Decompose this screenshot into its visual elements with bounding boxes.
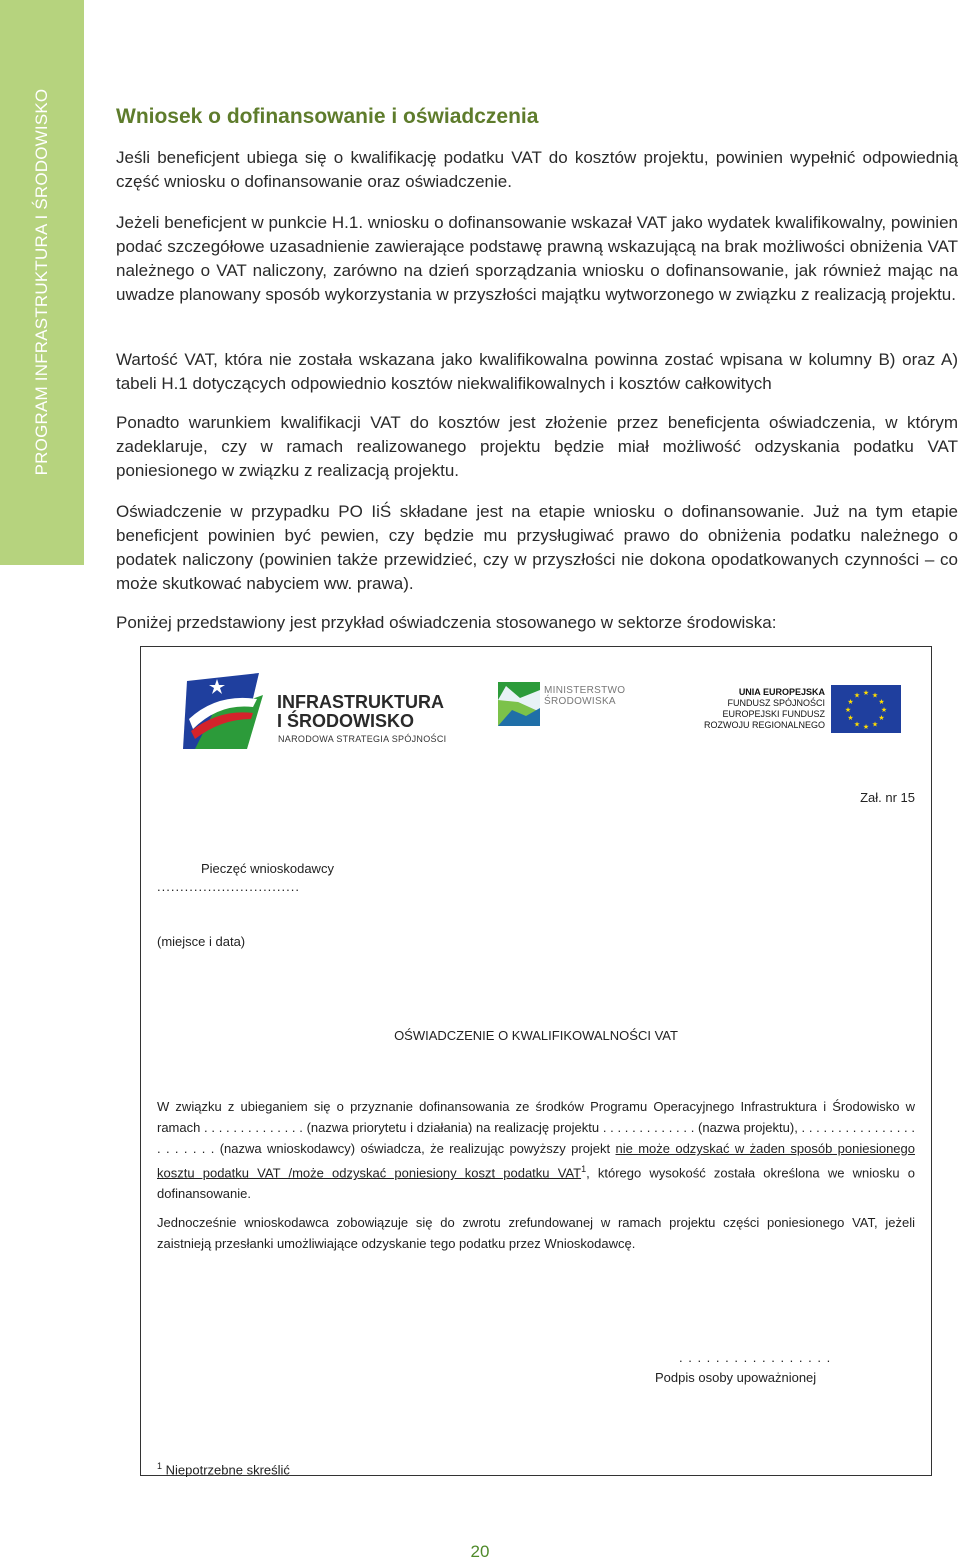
paragraph-vat-value: Wartość VAT, która nie została wskazana jako kwalifikowalna powinna zostać wpisana w kolumny B) oraz A) tabeli H.1 dotyczących odpowiednio kosztów niekwalifikowalnych i kosztów całkowitych — [116, 350, 958, 393]
svg-text:★: ★ — [880, 706, 888, 714]
mountain-icon — [498, 682, 540, 726]
place-date-label: (miejsce i data) — [157, 934, 246, 949]
ministerstwo-logo — [498, 682, 638, 732]
svg-text:★: ★ — [847, 714, 854, 722]
ue-text: UNIA EUROPEJSKA FUNDUSZ SPÓJNOŚCI EUROPEJSKI FUNDUSZ ROZWOJU REGIONALNEGO — [703, 687, 825, 730]
ministerstwo-text: MINISTERSTWO ŚRODOWISKA — [544, 685, 626, 707]
infrastruktura-title: INFRASTRUKTURA I ŚRODOWISKO — [277, 692, 444, 731]
statement-body: W związku z ubieganiem się o przyznanie dofinansowania ze środków Programu Operacyjnego Infrastruktura i Środowisko w ramach . . . . . . . . . . . . . . (nazwa priorytetu i działania) na realizację projektu . . . . . . . . . . . . . (nazwa projektu), . . . . . . . . . . . . . . . . . . . . . . . (nazwa wnioskodawcy) oświadcza, że realizując powyższy projekt nie może odzyskać w żaden sposób poniesionego kosztu podatku VAT /może odzyskać poniesiony koszt podatku VAT$^1$, którego wysokość została określona we wniosku o dofinansowanie. — [157, 1099, 915, 1202]
svg-text:★: ★ — [871, 691, 879, 700]
statement-title: OŚWIADCZENIE O KWALIFIKOWALNOŚCI VAT — [394, 1028, 678, 1043]
svg-text:★: ★ — [844, 706, 852, 714]
sidebar-label: PROGRAM INFRASTRUKTURA I ŚRODOWISKO — [32, 88, 51, 476]
svg-text:★: ★ — [847, 698, 854, 706]
stamp-label: Pieczęć wnioskodawcy — [201, 861, 334, 876]
statement-underlined-clause: nie może odzyskać w żaden sposób poniesionego kosztu podatku VAT /może odzyskać poniesiony koszt podatku VAT — [157, 1141, 915, 1181]
svg-text:★: ★ — [878, 714, 885, 722]
svg-text:★: ★ — [871, 720, 879, 729]
signature-dots: . . . . . . . . . . . . . . . . . — [679, 1350, 832, 1365]
paragraph-example: Poniżej przedstawiony jest przykład oświadczenia stosowanego w sektorze środowiska: — [116, 613, 777, 632]
infrastruktura-logo — [183, 673, 453, 749]
page-number: 20 — [470, 1542, 490, 1561]
statement-obligation: Jednocześnie wnioskodawca zobowiązuje się do zwrotu zrefundowanej w ramach projektu części poniesionego VAT, jeżeli zaistnieją przesłanki umożliwiające odzyskanie tego podatku przez Wnioskodawcę. — [157, 1215, 915, 1251]
paragraph-condition: Ponadto warunkiem kwalifikacji VAT do kosztów jest złożenie przez beneficjenta oświadczenia, w którym zadeklaruje, czy w ramach realizowanego projektu będzie miał możliwość odzyskania podatku VAT poniesionego w związku z realizacją projektu. — [116, 413, 958, 480]
svg-text:★: ★ — [862, 689, 870, 697]
svg-text:★: ★ — [878, 698, 885, 706]
ue-logo — [701, 685, 906, 737]
infrastruktura-emblem-icon — [183, 673, 263, 749]
svg-text:★: ★ — [853, 720, 861, 729]
attachment-number: Zał. nr 15 — [860, 790, 915, 805]
svg-text:★: ★ — [853, 691, 861, 700]
signature-label: Podpis osoby upoważnionej — [655, 1370, 817, 1385]
infrastruktura-subtitle: NARODOWA STRATEGIA SPÓJNOŚCI — [278, 734, 447, 744]
eu-flag-icon — [831, 685, 901, 733]
svg-text:★: ★ — [862, 723, 870, 731]
paragraph-h1: Jeżeli beneficjent w punkcie H.1. wniosku o dofinansowanie wskazał VAT jako wydatek kwalifikowalny, powinien podać szczegółowe uzasadnienie zawierające podstawę prawną wskazującą na brak możliwości obniżenia VAT należnego o VAT naliczony, zarówno na dzień sporządzania wniosku o dofinansowanie, jak również mając na uwadze planowany sposób wykorzystania w przyszłości majątku wytworzonego w związku z realizacją projektu. — [116, 213, 958, 304]
statement-form — [140, 646, 932, 1476]
section-heading: Wniosek o dofinansowanie i oświadczenia — [116, 105, 539, 128]
stamp-dots: ............................... — [157, 879, 300, 894]
paragraph-statement: Oświadczenie w przypadku PO IiŚ składane jest na etapie wniosku o dofinansowanie. Już na tym etapie beneficjent powinien być pewien, czy będzie mu przysługiwać prawo do obniżenia podatku należnego o podatek naliczony (powinien także przewidzieć, czy w przyszłości nie dokona opodatkowanych czynności – co może skutkować nabyciem ww. prawa). — [116, 502, 958, 593]
footnote: $^1$ Niepotrzebne skreślić — [157, 1461, 290, 1478]
paragraph-intro: Jeśli beneficjent ubiega się o kwalifikację podatku VAT do kosztów projektu, powinien wypełnić odpowiednią część wniosku o dofinansowanie oraz oświadczenie. — [116, 148, 958, 191]
footnote-ref: 1 — [581, 1164, 587, 1174]
